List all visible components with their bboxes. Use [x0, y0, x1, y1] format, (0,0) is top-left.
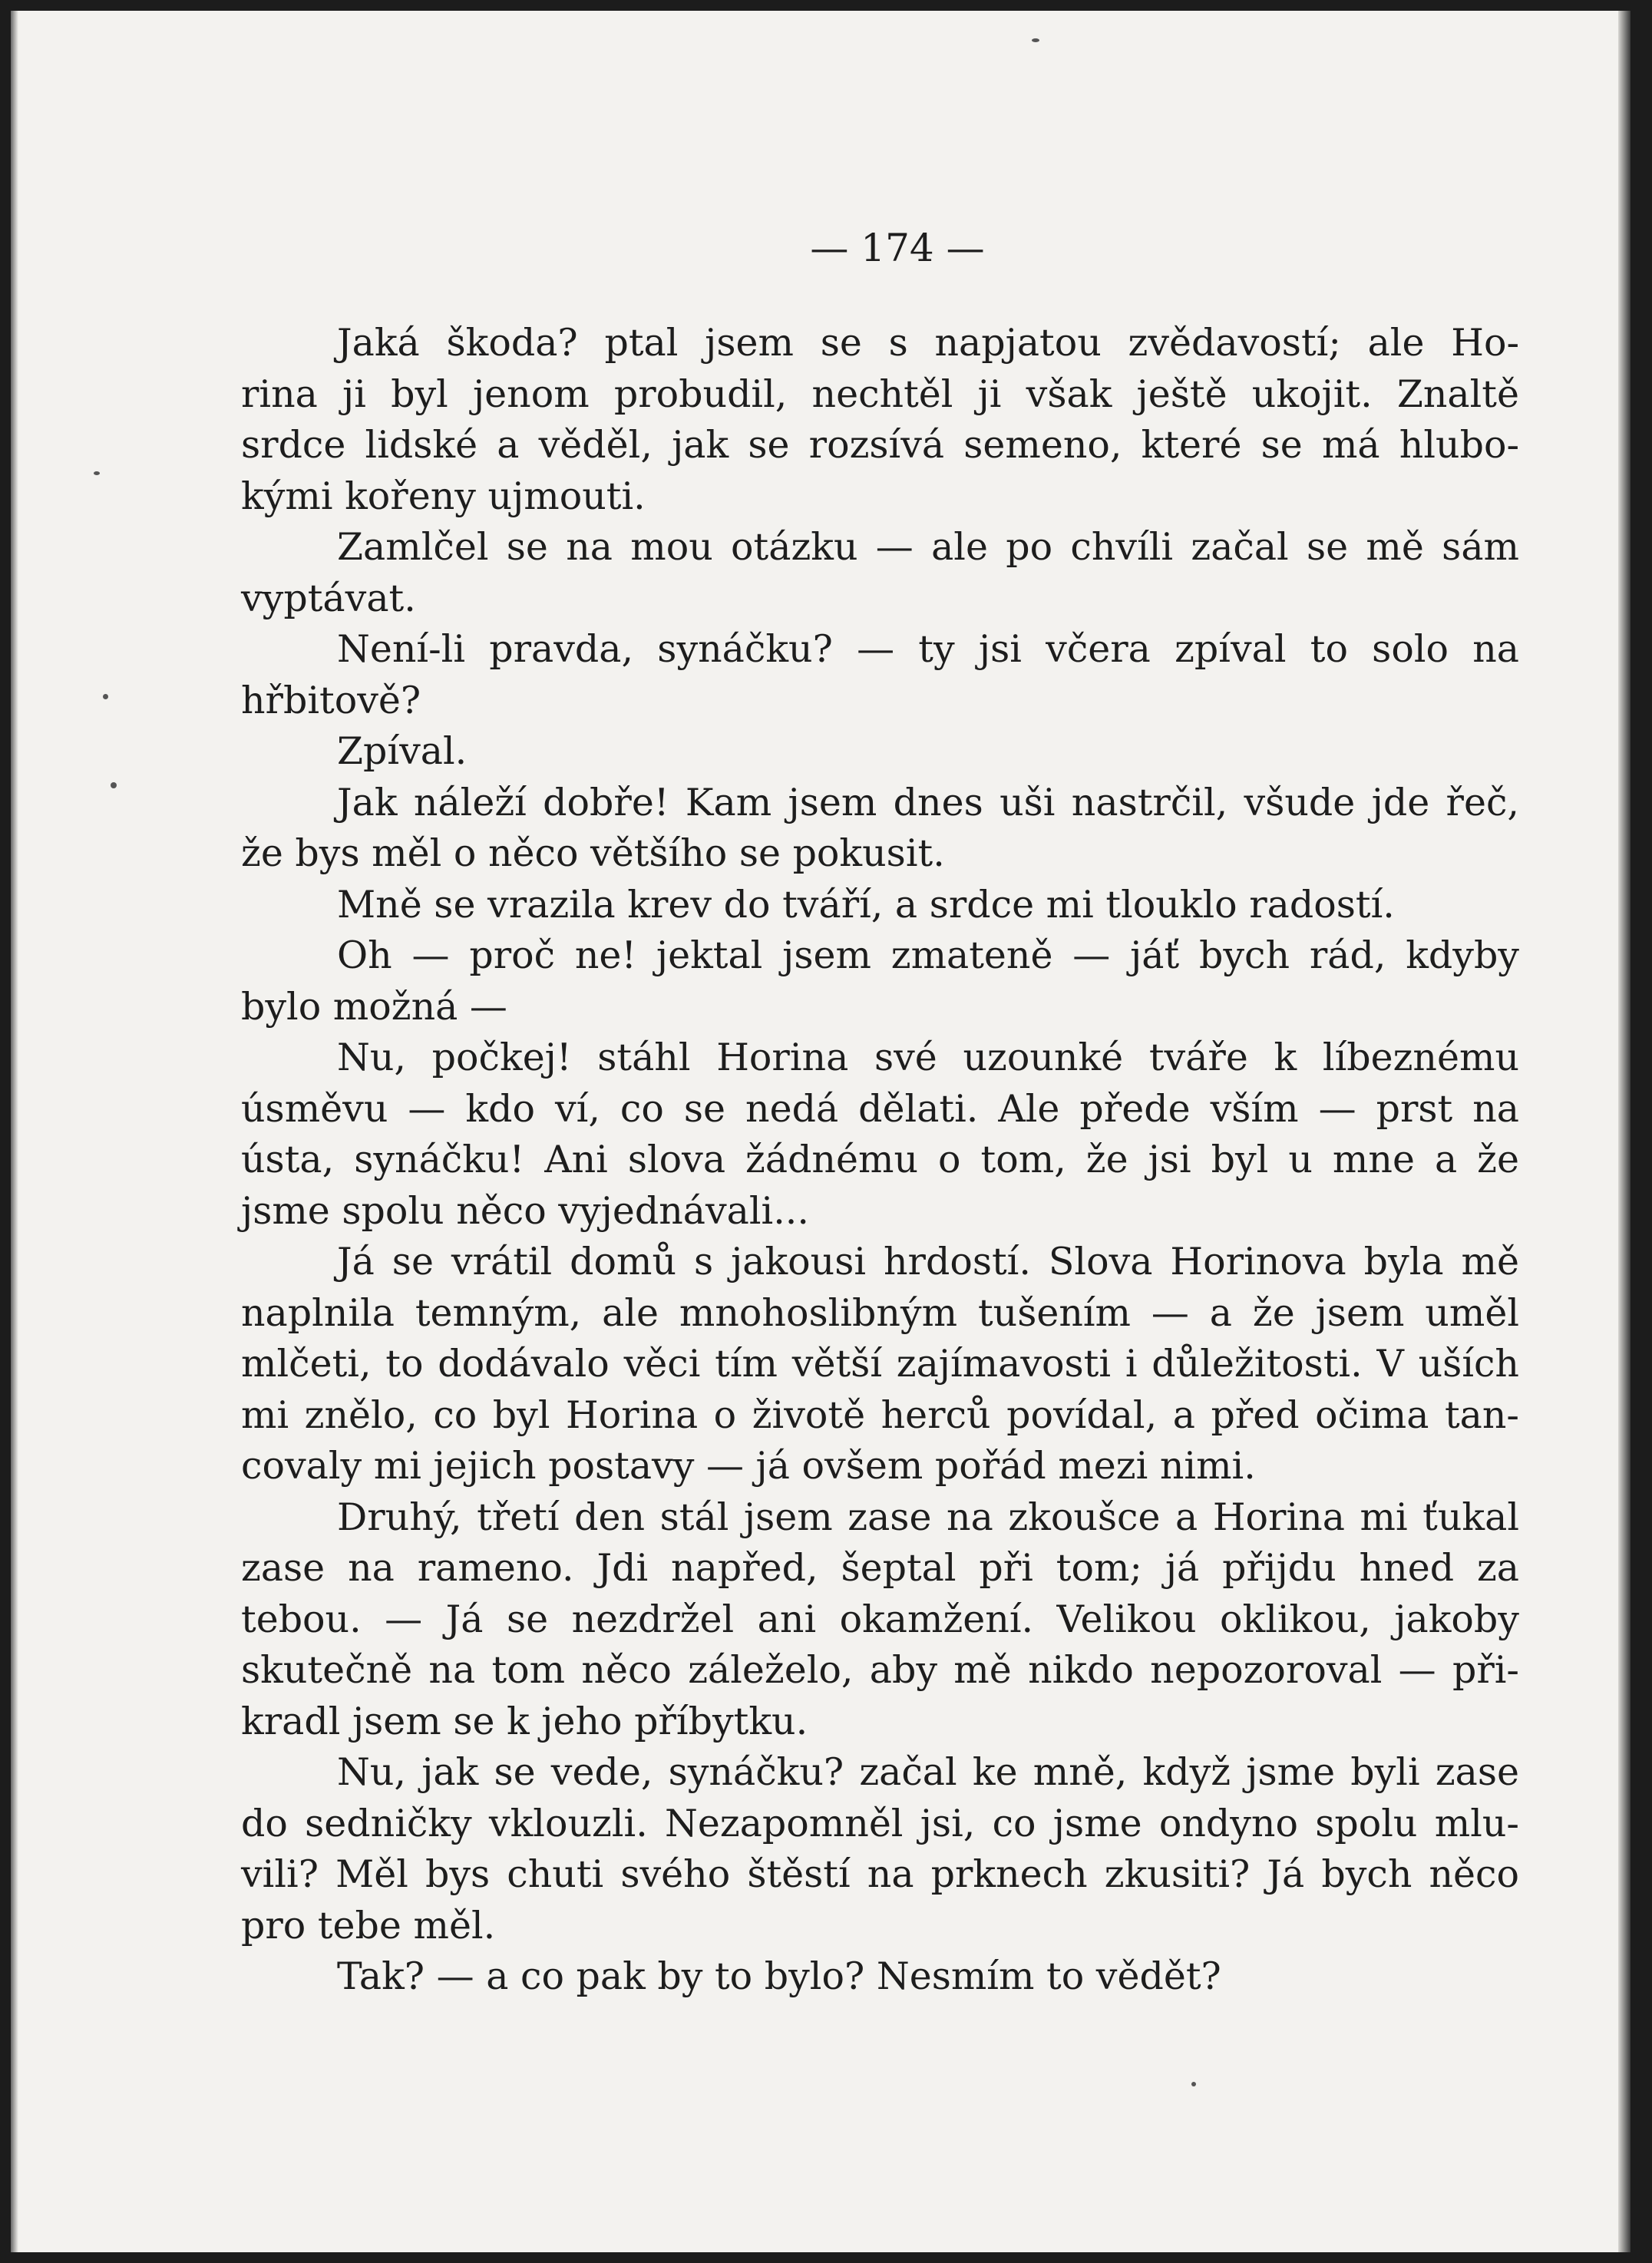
text-line: Druhý, třetí den stál jsem zase na zkoušce a Horina mi ťukal — [337, 1495, 1519, 1539]
text-line: pro tebe měl. — [241, 1903, 496, 1948]
text-line: vyptávat. — [241, 576, 416, 620]
scan-speck — [1032, 38, 1039, 42]
text-line: zase na rameno. Jdi napřed, šeptal při tom; já přijdu hned za — [241, 1546, 1519, 1590]
text-line: vili? Měl bys chuti svého štěstí na prknech zkusiti? Já bych něco — [241, 1852, 1519, 1896]
text-line: Nu, počkej! stáhl Horina své uzounké tváře k líbeznému — [337, 1036, 1519, 1079]
page-number: — 174 — — [810, 226, 985, 270]
text-line: ústa, synáčku! Ani slova žádnému o tom, že jsi byl u mne a že — [241, 1138, 1519, 1181]
text-line: Není-li pravda, synáčku? — ty jsi včera zpíval to solo na — [337, 627, 1519, 671]
text-line: kými kořeny ujmouti. — [241, 474, 646, 518]
scan-speck — [103, 694, 108, 699]
scan-speck — [111, 782, 117, 788]
text-line: Jaká škoda? ptal jsem se s napjatou zvědavostí; ale Ho- — [337, 321, 1519, 365]
text-line: Zamlčel se na mou otázku — ale po chvíli začal se mě sám — [337, 525, 1519, 569]
text-line: Mně se vrazila krev do tváří, a srdce mi tlouklo radostí. — [337, 882, 1395, 927]
body-text — [241, 318, 1519, 2003]
page-left-edge-shadow — [11, 11, 18, 2252]
text-line: covaly mi jejich postavy — já ovšem pořád mezi nimi. — [241, 1444, 1256, 1488]
text-line: skutečně na tom něco záleželo, aby mě nikdo nepozoroval — při- — [241, 1648, 1519, 1692]
text-line: srdce lidské a věděl, jak se rozsívá semeno, které se má hlubo- — [241, 423, 1519, 467]
scan-speck — [94, 471, 100, 475]
text-line: že bys měl o něco většího se pokusit. — [241, 831, 945, 875]
text-line: kradl jsem se k jeho příbytku. — [241, 1699, 808, 1743]
scan-speck — [1191, 2082, 1196, 2086]
scanned-book-page — [11, 11, 1631, 2252]
text-line: hřbitově? — [241, 678, 421, 722]
text-line: jsme spolu něco vyjednávali... — [241, 1188, 809, 1233]
text-line: naplnila temným, ale mnohoslibným tušením — a že jsem uměl — [241, 1290, 1519, 1335]
page-right-edge-shadow — [1618, 11, 1631, 2252]
text-line: Nu, jak se vede, synáčku? začal ke mně, když jsme byli zase — [337, 1750, 1519, 1794]
text-line: Jak náleží dobře! Kam jsem dnes uši nastrčil, všude jde řeč, — [337, 780, 1519, 824]
text-line: úsměvu — kdo ví, co se nedá dělati. Ale přede vším — prst na — [241, 1086, 1519, 1131]
text-line: bylo možná — — [241, 984, 507, 1029]
text-line: Oh — proč ne! jektal jsem zmateně — jáť bych rád, kdyby — [337, 933, 1519, 977]
text-line: tebou. — Já se nezdržel ani okamžení. Velikou oklikou, jakoby — [241, 1597, 1519, 1641]
text-line: mlčeti, to dodávalo věci tím větší zajímavosti i důležitosti. V uších — [241, 1342, 1519, 1386]
text-line: Zpíval. — [337, 729, 468, 773]
text-line: Tak? — a co pak by to bylo? Nesmím to vědět? — [337, 1954, 1221, 1998]
text-line: Já se vrátil domů s jakousi hrdostí. Slova Horinova byla mě — [337, 1240, 1519, 1283]
text-line: do sedničky vklouzli. Nezapomněl jsi, co jsme ondyno spolu mlu- — [241, 1801, 1519, 1845]
text-line: rina ji byl jenom probudil, nechtěl ji však ještě ukojit. Znaltě — [241, 372, 1519, 416]
text-line: mi znělo, co byl Horina o životě herců povídal, a před očima tan- — [241, 1392, 1519, 1437]
